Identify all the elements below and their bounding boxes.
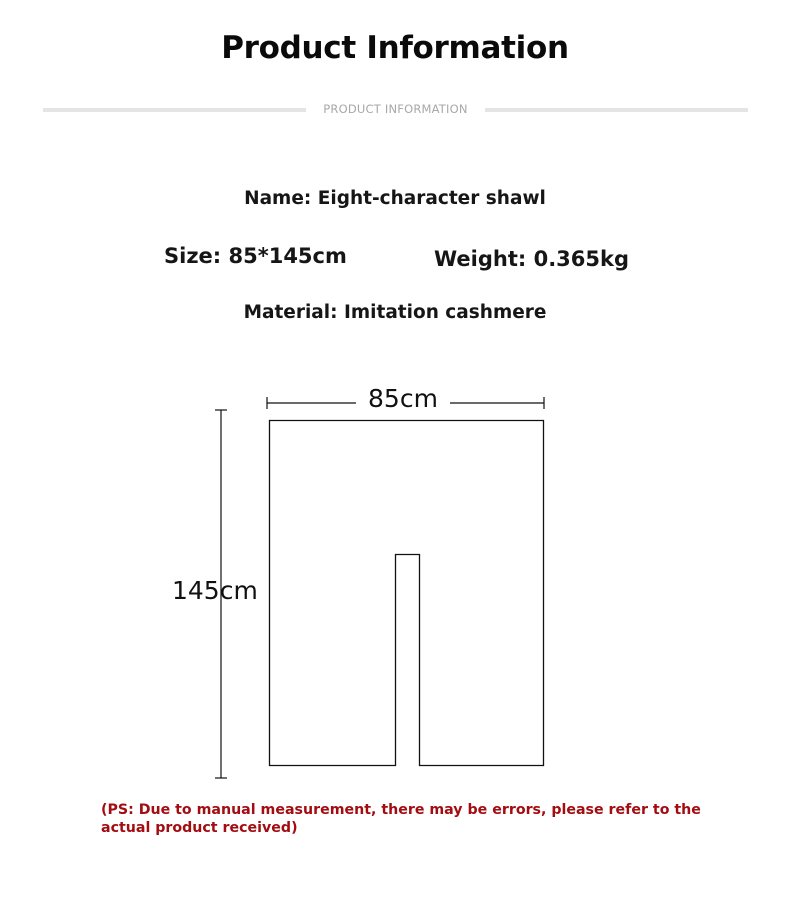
product-material: Material: Imitation cashmere — [243, 302, 547, 323]
measurement-note: (PS: Due to manual measurement, there may be errors, please refer to the actual product received) — [101, 802, 701, 836]
product-size: Size: 85*145cm — [164, 244, 347, 268]
section-subtitle: PRODUCT INFORMATION — [323, 102, 468, 116]
product-name: Name: Eight-character shawl — [244, 188, 546, 209]
width-label: 85cm — [356, 384, 450, 413]
product-weight: Weight: 0.365kg — [434, 247, 630, 271]
height-label: 145cm — [172, 576, 258, 605]
page-title: Product Information — [221, 30, 569, 66]
shawl-outline — [270, 421, 544, 766]
